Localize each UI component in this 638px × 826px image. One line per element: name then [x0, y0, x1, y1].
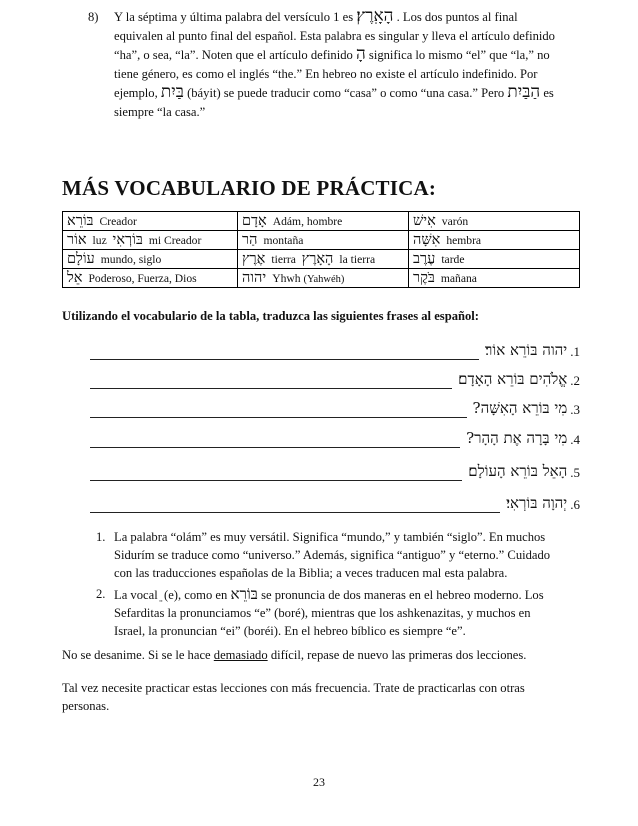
answer-line[interactable] — [90, 346, 479, 360]
note-8 — [88, 8, 558, 122]
exercise-2 — [90, 367, 580, 389]
vocab-cell: אִישׁ varón — [409, 212, 580, 231]
exercise-hebrew: אֱלֹהִים בּוֹרֵא הָאָדָם׃ — [458, 370, 568, 388]
underlined-word: demasiado — [213, 648, 268, 662]
answer-line[interactable] — [90, 499, 500, 513]
footnote-text: La vocal (e), como en בּוֹרֵא se pronuncia de dos maneras en el hebreo moderno. Los Sefarditas la pronunciamos “e” (boré), mientras que los ashkenazitas, y muchos en Israel, la pronuncian “ei” (boréi). En el hebreo bíblico es siempre “e”. — [114, 585, 544, 638]
hebrew-word: בַּיִת — [160, 82, 184, 102]
table-row — [63, 250, 580, 269]
table-row — [63, 231, 580, 250]
note-8-text: Y la séptima y última palabra del versículo 1 es הָאָֽרֶץ׃ . Los dos puntos al final equivalen al punto final del español. Esta palabra es singular y lleva el artículo definido “ha”, o sea, “la”. Noten que el artículo definido הָ significa lo mismo “el” que “la,” no tiene género, es como el inglés “the.” En hebreo no existe el artículo indefinido. Por ejemplo, בַּיִת (báyit) se puede traducir como “casa” o como “una casa.” Pero הַבַּיִת es siempre “la casa.” — [114, 6, 555, 119]
table-row — [63, 212, 580, 231]
exercise-number: .2 — [570, 373, 580, 388]
exercise-number: .1 — [570, 344, 580, 359]
answer-line[interactable] — [90, 404, 467, 418]
exercise-hebrew: יְהוָה בּוֹרְאִי׃ — [506, 494, 568, 512]
footnote-1 — [96, 528, 560, 582]
vocab-cell: אֶרֶץ tierra הָאָרֶץ la tierra — [238, 250, 409, 269]
hebrew-word: הַבַּיִת — [507, 82, 541, 102]
vocab-cell: בּוֹרֵא Creador — [63, 212, 238, 231]
exercise-4 — [90, 426, 580, 448]
exercise-6 — [90, 491, 580, 513]
answer-line[interactable] — [90, 434, 460, 448]
instructions: Utilizando el vocabulario de la tabla, traduzca las siguientes frases al español: — [62, 309, 479, 323]
exercise-3 — [90, 396, 580, 418]
exercise-hebrew: יהוה בּוֹרֵא אוֹר׃ — [485, 341, 568, 359]
footnote-2 — [96, 585, 560, 640]
section-heading: MÁS VOCABULARIO DE PRÁCTICA: — [62, 176, 437, 200]
footnote-text: La palabra “olám” es muy versátil. Significa “mundo,” y también “siglo”. En muchos Sidurím se traduce como “universo.” Además, significa “antiguo” y “eterno.” Cuidado con las traducciones españolas de la Biblia; a veces traducen mal esta palabra. — [114, 530, 551, 580]
table-row — [63, 269, 580, 288]
paragraph-practice: Tal vez necesite practicar estas lecciones con más frecuencia. Trate de practicarlas con otras personas. — [62, 681, 525, 713]
hebrew-word: הָ — [355, 44, 366, 64]
answer-line[interactable] — [90, 467, 462, 481]
exercise-5 — [90, 459, 580, 481]
footnote-number: 1. — [96, 530, 106, 544]
exercise-hebrew: מִי בָּרָה אֶת הָהָר? — [466, 429, 568, 447]
answer-line[interactable] — [90, 375, 452, 389]
exercise-1 — [90, 338, 580, 360]
hebrew-word: הָאָֽרֶץ׃ — [356, 6, 394, 26]
footnote-number: 2. — [96, 587, 106, 601]
exercise-number: .4 — [570, 432, 580, 447]
exercise-number: .5 — [570, 465, 580, 480]
vocab-cell: עֶרֶב tarde — [409, 250, 580, 269]
vocab-cell: אִשָּׁה hembra — [409, 231, 580, 250]
vocab-cell: אוֹר luz בּוֹרְאִי mi Creador — [63, 231, 238, 250]
exercise-hebrew: מִי בּוֹרֵא הָאִשָּׁה? — [472, 399, 568, 417]
exercise-number: .3 — [570, 402, 580, 417]
vocab-cell: אָדָם Adám, hombre — [238, 212, 409, 231]
vocab-table — [62, 211, 580, 288]
vocab-cell: יהוה Yhwh (Yahwéh) — [238, 269, 409, 288]
vocab-cell: הַר montaña — [238, 231, 409, 250]
vocab-cell: אֵל Poderoso, Fuerza, Dios — [63, 269, 238, 288]
paragraph-encouragement: No se desanime. Si se le hace demasiado difícil, repase de nuevo las primeras dos lecciones. — [62, 648, 527, 662]
exercise-number: .6 — [570, 497, 580, 512]
vocab-cell: עוֹלָם mundo, siglo — [63, 250, 238, 269]
hebrew-word: בּוֹרֵא — [230, 585, 258, 603]
exercise-hebrew: הָאֵל בּוֹרֵא הָעוֹלָם׃ — [468, 462, 568, 480]
note-number: 8) — [88, 10, 99, 24]
vocab-cell: בֹּקֶר mañana — [409, 269, 580, 288]
page-number: 23 — [313, 775, 325, 789]
